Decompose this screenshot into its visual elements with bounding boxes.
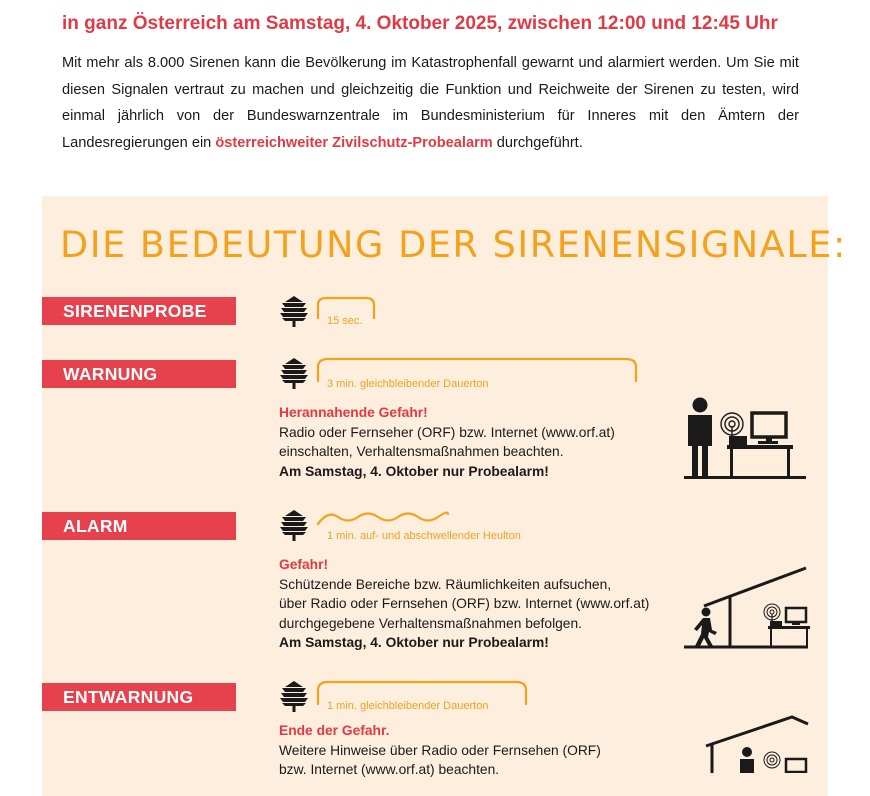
info-line: über Radio oder Fernsehen (ORF) bzw. Internet (www.orf.at) bbox=[279, 596, 650, 611]
headline: in ganz Österreich am Samstag, 4. Oktober 2025, zwischen 12:00 und 12:45 Uhr bbox=[62, 13, 778, 34]
person-with-tv-icon bbox=[684, 396, 810, 480]
info-warnung bbox=[279, 403, 615, 481]
label-alarm: ALARM bbox=[42, 512, 236, 540]
intro-text-end: durchgeführt. bbox=[492, 134, 583, 151]
info-line: Weitere Hinweise über Radio oder Fernsehen (ORF) bbox=[279, 742, 601, 758]
person-entering-house-icon bbox=[684, 566, 812, 650]
info-line: durchgegebene Verhaltensmaßnahmen befolgen. bbox=[279, 615, 582, 631]
info-note: Am Samstag, 4. Oktober nur Probealarm! bbox=[279, 463, 549, 479]
siren-icon bbox=[279, 509, 309, 541]
caption-alarm: 1 min. auf- und abschwellender Heulton bbox=[327, 530, 521, 542]
siren-icon bbox=[279, 680, 309, 712]
intro-text: Mit mehr als 8.000 Sirenen kann die Bevölkerung im Katastrophenfall gewarnt und alarmiert werden. Um Sie mit diesen Signalen vertraut zu machen und gleichzeitig die Funktion und Reichweite der Sirenen zu testen, wird einmal jährlich von der Bundeswarnzentrale im Bundesministerium für Inneres mit den Ämtern der Landesregierungen ein bbox=[62, 55, 799, 151]
info-entwarnung bbox=[279, 721, 601, 780]
caption-entwarnung: 1 min. gleichbleibender Dauerton bbox=[327, 700, 489, 712]
info-line: einschalten, Verhaltensmaßnahmen beachten. bbox=[279, 444, 564, 459]
signal-curve-icon bbox=[314, 506, 454, 528]
info-line: Radio oder Fernseher (ORF) bzw. Internet (www.orf.at) bbox=[279, 424, 615, 440]
label-warnung: WARNUNG bbox=[42, 360, 236, 388]
panel-title: DIE BEDEUTUNG DER SIRENENSIGNALE: bbox=[60, 223, 847, 266]
info-title: Herannahende Gefahr! bbox=[279, 405, 428, 420]
intro-paragraph bbox=[62, 50, 799, 156]
label-entwarnung: ENTWARNUNG bbox=[42, 683, 236, 711]
info-title: Gefahr! bbox=[279, 557, 329, 572]
caption-warnung: 3 min. gleichbleibender Dauerton bbox=[327, 378, 489, 390]
info-line: Schützende Bereiche bzw. Räumlichkeiten aufsuchen, bbox=[279, 576, 612, 592]
info-line: bzw. Internet (www.orf.at) beachten. bbox=[279, 762, 500, 777]
info-title: Ende der Gefahr. bbox=[279, 723, 390, 738]
caption-sirenenprobe: 15 sec. bbox=[327, 315, 363, 327]
label-sirenenprobe: SIRENENPROBE bbox=[42, 297, 236, 325]
info-note: Am Samstag, 4. Oktober nur Probealarm! bbox=[279, 635, 549, 650]
siren-icon bbox=[279, 357, 309, 389]
intro-highlight: österreichweiter Zivilschutz-Probealarm bbox=[215, 134, 493, 151]
house-with-person-icon bbox=[700, 714, 812, 773]
info-alarm bbox=[279, 555, 649, 653]
siren-icon bbox=[279, 295, 309, 327]
